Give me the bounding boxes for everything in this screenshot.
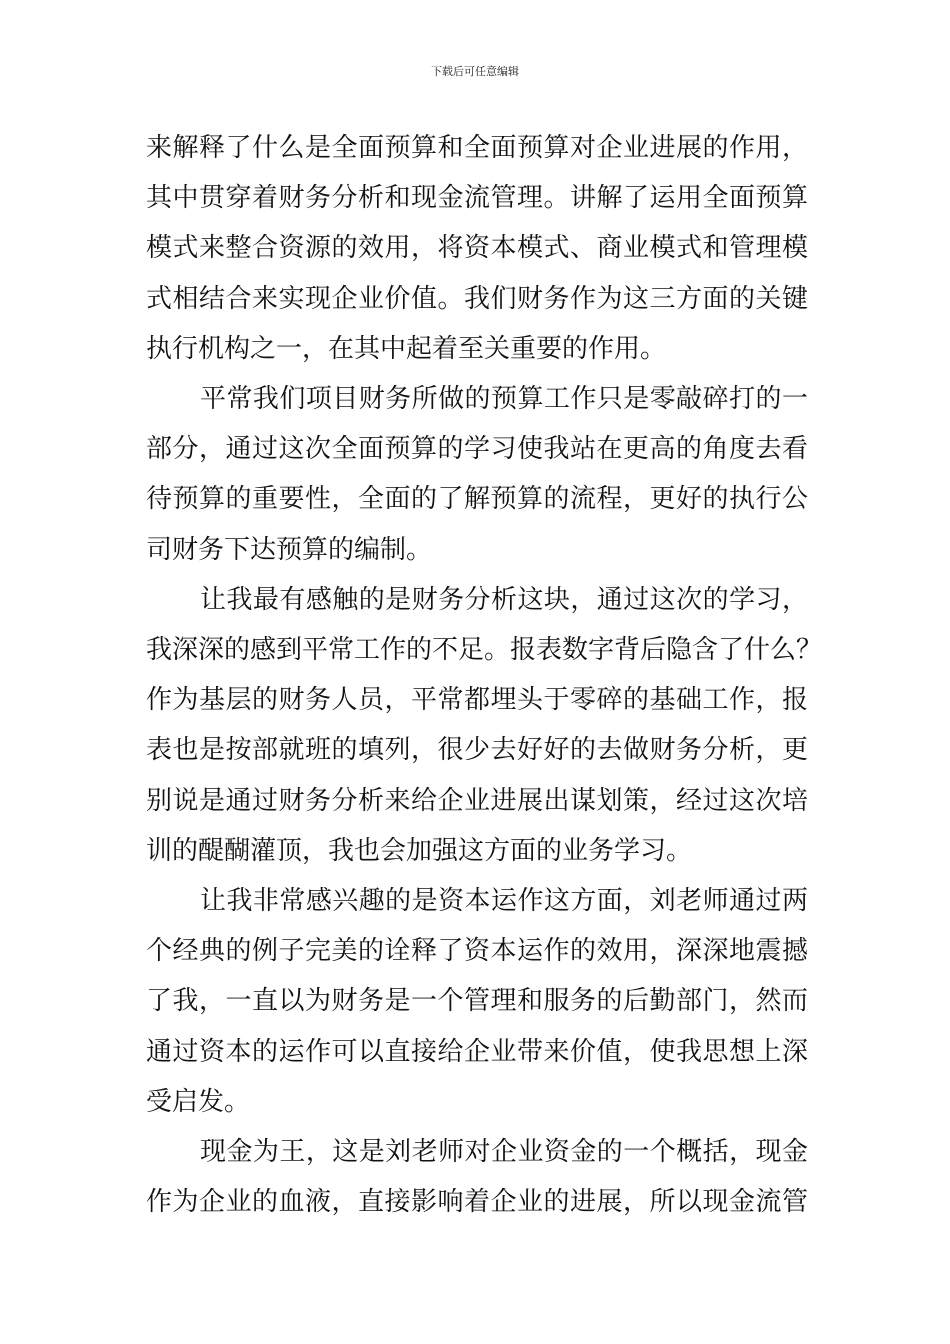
text-line: 现金为王，这是刘老师对企业资金的一个概括，现金 xyxy=(200,1137,808,1167)
text-line: 训的醍醐灌顶，我也会加强这方面的业务学习。 xyxy=(146,835,693,866)
text-line: 了我，一直以为财务是一个管理和服务的后勤部门，然而 xyxy=(146,986,808,1017)
text-line: 部分，通过这次全面预算的学习使我站在更高的角度去看 xyxy=(146,434,808,465)
text-line: 来解释了什么是全面预算和全面预算对企业进展的作用， xyxy=(146,133,808,163)
text-line: 模式来整合资源的效用，将资本模式、商业模式和管理模 xyxy=(146,233,808,264)
text-line: 作为企业的血液，直接影响着企业的进展，所以现金流管 xyxy=(146,1187,808,1218)
text-line: 司财务下达预算的编制。 xyxy=(146,534,433,565)
text-line: 通过资本的运作可以直接给企业带来价值，使我思想上深 xyxy=(146,1036,808,1067)
text-line: 表也是按部就班的填列，很少去好好的去做财务分析，更 xyxy=(146,735,808,766)
text-line: 作为基层的财务人员，平常都埋头于零碎的基础工作，报 xyxy=(146,685,808,716)
page-header: 下载后可任意编辑 xyxy=(431,65,519,78)
text-line: 执行机构之一，在其中起着至关重要的作用。 xyxy=(146,333,667,364)
text-line: 式相结合来实现企业价值。我们财务作为这三方面的关键 xyxy=(146,283,808,314)
text-line: 受启发。 xyxy=(146,1086,251,1117)
text-line: 其中贯穿着财务分析和现金流管理。讲解了运用全面预算 xyxy=(146,183,808,214)
text-line: 让我最有感触的是财务分析这块，通过这次的学习， xyxy=(200,584,808,615)
text-line: 别说是通过财务分析来给企业进展出谋划策，经过这次培 xyxy=(146,785,808,816)
text-line: 个经典的例子完美的诠释了资本运作的效用，深深地震撼 xyxy=(146,936,808,967)
text-line: 待预算的重要性，全面的了解预算的流程，更好的执行公 xyxy=(146,484,808,515)
text-line: 我深深的感到平常工作的不足。报表数字背后隐含了什么？ xyxy=(146,635,823,665)
text-line: 平常我们项目财务所做的预算工作只是零敲碎打的一 xyxy=(200,384,808,414)
text-line: 让我非常感兴趣的是资本运作这方面，刘老师通过两 xyxy=(200,886,808,916)
